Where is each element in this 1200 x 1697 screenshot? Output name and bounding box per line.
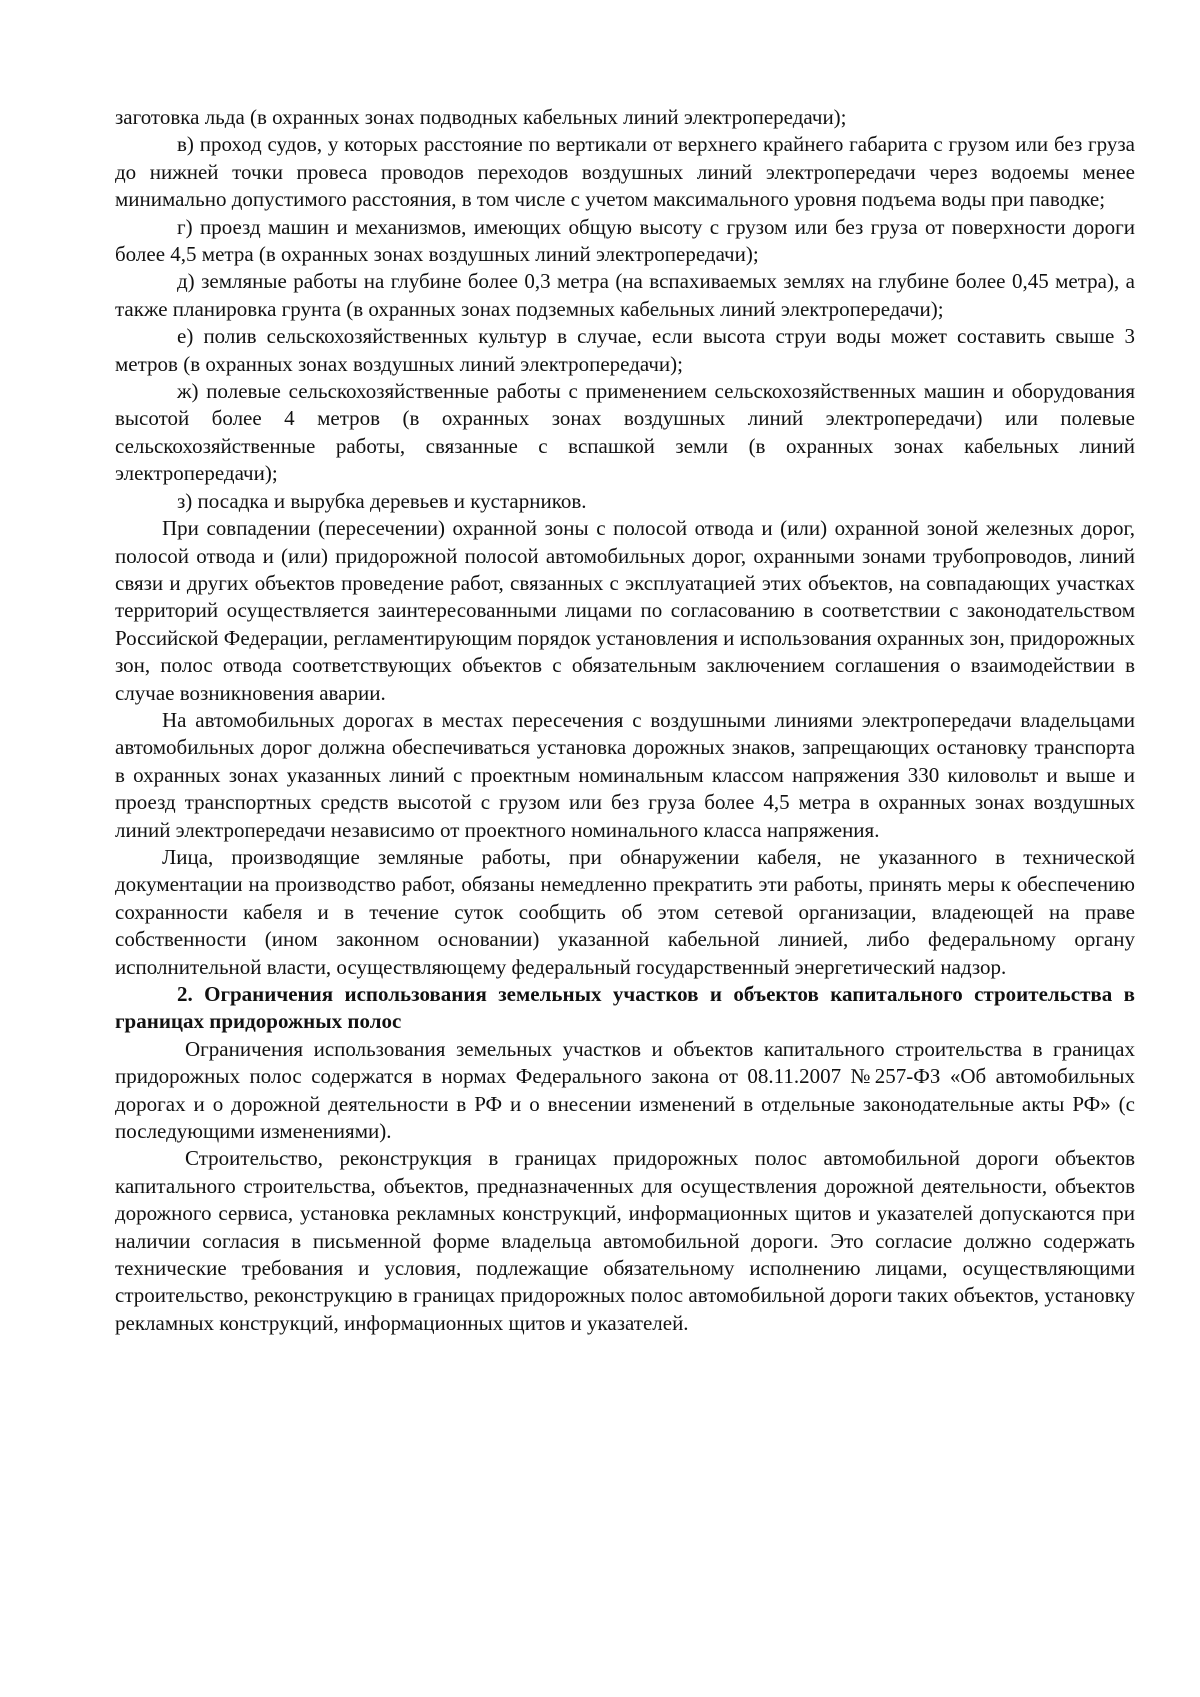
paragraph-road-signs: На автомобильных дорогах в местах пересечения с воздушными линиями электропередачи владельцами автомобильных дорог должна обеспечиваться установка дорожных знаков, запрещающих остановку транспорта в охранных зонах указанных линий с проектным номинальным классом напряжения 330 киловольт и выше и проезд транспортных средств высотой с грузом или без груза более 4,5 метра в охранных зонах воздушных линий электропередачи независимо от проектного номинального класса напряжения. bbox=[115, 707, 1135, 842]
paragraph-item-v-ships: в) проход судов, у которых расстояние по вертикали от верхнего крайнего габарита с грузом или без груза до нижней точки провеса проводов переходов воздушных линий электропередачи через водоемы менее минимально допустимого расстояния, в том числе с учетом максимального уровня подъема воды при паводке; bbox=[115, 132, 1135, 212]
paragraph-cable-discovery: Лица, производящие земляные работы, при обнаружении кабеля, не указанного в технической документации на производство работ, обязаны немедленно прекратить эти работы, принять меры к обеспечению сохранности кабеля и в течение суток сообщить об этом сетевой организации, владеющей на праве собственности (ином законном основании) указанной кабельной линией, либо федеральному органу исполнительной власти, осуществляющему федеральный государственный энергетический надзор. bbox=[115, 844, 1135, 979]
paragraph-item-z-trees: з) посадка и вырубка деревьев и кустарников. bbox=[177, 488, 587, 513]
paragraph-item-g-vehicles: г) проезд машин и механизмов, имеющих общую высоту с грузом или без груза от поверхности дороги более 4,5 метра (в охранных зонах воздушных линий электропередачи); bbox=[115, 214, 1135, 267]
paragraph-item-zh-field-works: ж) полевые сельскохозяйственные работы с применением сельскохозяйственных машин и оборудования высотой более 4 метров (в охранных зонах воздушных линий электропередачи) или полевые сельскохозяйственные работы, связанные с вспашкой земли (в охранных зонах кабельных линий электропередачи); bbox=[115, 379, 1135, 486]
document-page bbox=[115, 104, 1135, 1337]
paragraph-roadside-restrictions: Ограничения использования земельных участков и объектов капитального строительства в границах придорожных полос содержатся в нормах Федерального закона от 08.11.2007 №257-ФЗ «Об автомобильных дорогах и о дорожной деятельности в РФ и о внесении изменений в отдельные законодательные акты РФ» (с последующими изменениями). bbox=[115, 1036, 1135, 1144]
paragraph-item-d-earthworks: д) земляные работы на глубине более 0,3 метра (на вспахиваемых землях на глубине более 0,45 метра), а также планировка грунта (в охранных зонах подземных кабельных линий электропередачи); bbox=[115, 269, 1135, 321]
paragraph-construction-consent: Строительство, реконструкция в границах придорожных полос автомобильной дороги объектов капитального строительства, объектов, предназначенных для осуществления дорожной деятельности, объектов дорожного сервиса, установка рекламных конструкций, информационных щитов и указателей допускаются при наличии согласия в письменной форме владельца автомобильной дороги. Это согласие должно содержать технические требования и условия, подлежащие обязательному исполнению лицами, осуществляющими строительство, реконструкцию в границах придорожных полос автомобильной дороги таких объектов, установку рекламных конструкций, информационных щитов и указателей. bbox=[115, 1146, 1135, 1335]
paragraph-item-b-continuation: заготовка льда (в охранных зонах подводных кабельных линий электропередачи); bbox=[115, 105, 847, 129]
section-heading-2: 2. Ограничения использования земельных участков и объектов капитального строительства в границах придорожных полос bbox=[115, 982, 1135, 1034]
paragraph-item-e-irrigation: е) полив сельскохозяйственных культур в случае, если высота струи воды может составить свыше 3 метров (в охранных зонах воздушных линий электропередачи); bbox=[115, 324, 1135, 376]
paragraph-zone-overlap: При совпадении (пересечении) охранной зоны с полосой отвода и (или) охранной зоной железных дорог, полосой отвода и (или) придорожной полосой автомобильных дорог, охранными зонами трубопроводов, линий связи и других объектов проведение работ, связанных с эксплуатацией этих объектов, на совпадающих участках территорий осуществляется заинтересованными лицами по согласованию в соответствии с законодательством Российской Федерации, регламентирующим порядок установления и использования охранных зон, придорожных зон, полос отвода соответствующих объектов с обязательным заключением соглашения о взаимодействии в случае возникновения аварии. bbox=[115, 516, 1135, 705]
